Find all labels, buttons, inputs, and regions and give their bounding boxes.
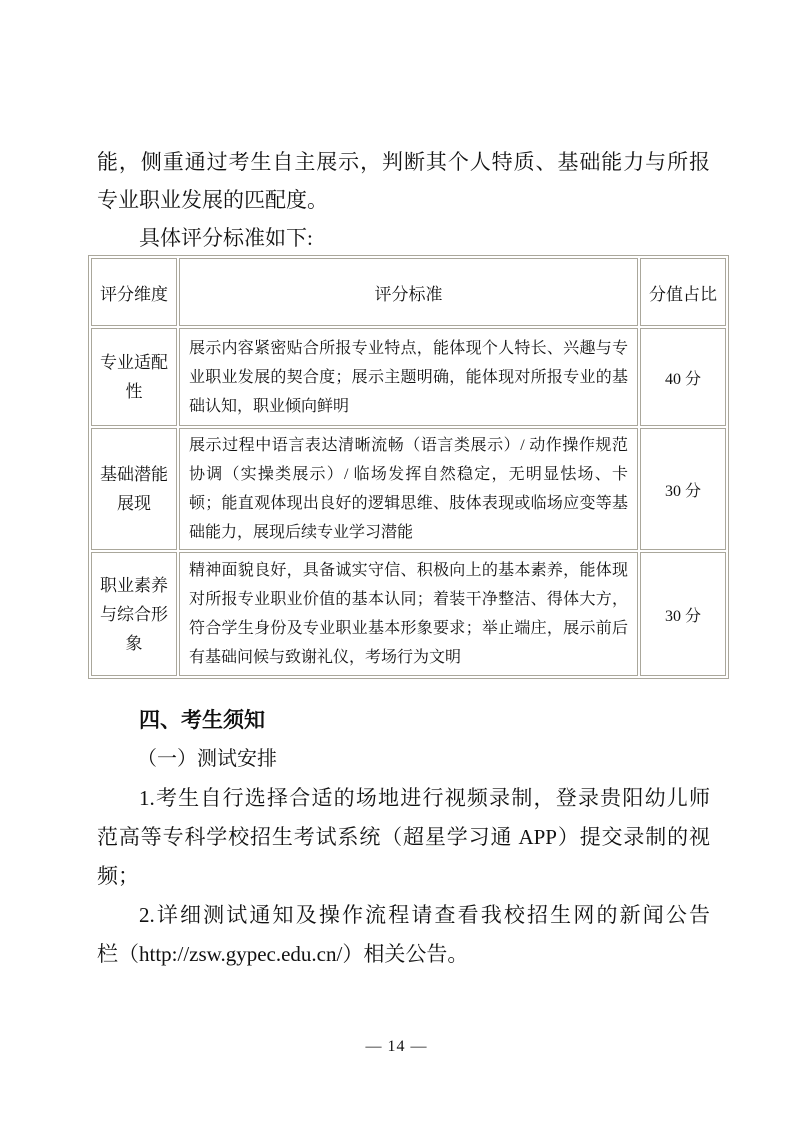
intro-line: 专业职业发展的匹配度。: [97, 188, 328, 212]
header-cell-criteria: 评分标准: [179, 258, 638, 326]
dimension-cell: 基础潜能展现: [91, 428, 177, 550]
notice-item-line: 1.考生自行选择合适的场地进行视频录制，登录贵阳幼儿师: [139, 786, 710, 810]
notice-item-line: 范高等专科学校招生考试系统（超星学习通 APP）提交录制的视: [97, 825, 710, 849]
notice-item-line: 频；: [97, 864, 139, 888]
criteria-cell: 展示内容紧密贴合所报专业特点，能体现个人特长、兴趣与专业职业发展的契合度；展示主题明确，能体现对所报专业的基础认知，职业倾向鲜明: [179, 328, 638, 426]
section-heading: 四、考生须知: [139, 709, 265, 732]
subsection-heading: （一）测试安排: [137, 748, 277, 770]
intro-paragraph: [97, 143, 710, 257]
criteria-cell: 展示过程中语言表达清晰流畅（语言类展示）/ 动作操作规范协调（实操类展示）/ 临场发挥自然稳定，无明显怯场、卡顿；能直观体现出良好的逻辑思维、肢体表现或临场应变等基础能力，展现后续专业学习潜能: [179, 428, 638, 550]
table-header-row: [91, 258, 726, 326]
score-cell: 30 分: [640, 552, 726, 676]
footer-page-number: — 14 —: [365, 1038, 428, 1055]
score-cell: 30 分: [640, 428, 726, 550]
scoring-criteria-table: [88, 255, 729, 679]
header-cell-dimension: 评分维度: [91, 258, 177, 326]
table-row: [91, 328, 726, 426]
dimension-cell: 专业适配性: [91, 328, 177, 426]
lead-in-line: 具体评分标准如下:: [139, 226, 313, 250]
criteria-cell: 精神面貌良好，具备诚实守信、积极向上的基本素养，能体现对所报专业职业价值的基本认同；着装干净整洁、得体大方，符合学生身份及专业职业基本形象要求；举止端庄，展示前后有基础问候与致谢礼仪，考场行为文明: [179, 552, 638, 676]
score-cell: 40 分: [640, 328, 726, 426]
table-row: [91, 428, 726, 550]
dimension-cell: 职业素养与综合形象: [91, 552, 177, 676]
header-cell-score: 分值占比: [640, 258, 726, 326]
intro-line: 能，侧重通过考生自主展示，判断其个人特质、基础能力与所报: [97, 150, 710, 174]
table-row: [91, 552, 726, 676]
notice-item-line: 2.详细测试通知及操作流程请查看我校招生网的新闻公告: [139, 903, 710, 927]
notice-item-line: 栏（http://zsw.gypec.edu.cn/）相关公告。: [97, 942, 469, 966]
notice-section: [97, 701, 710, 974]
